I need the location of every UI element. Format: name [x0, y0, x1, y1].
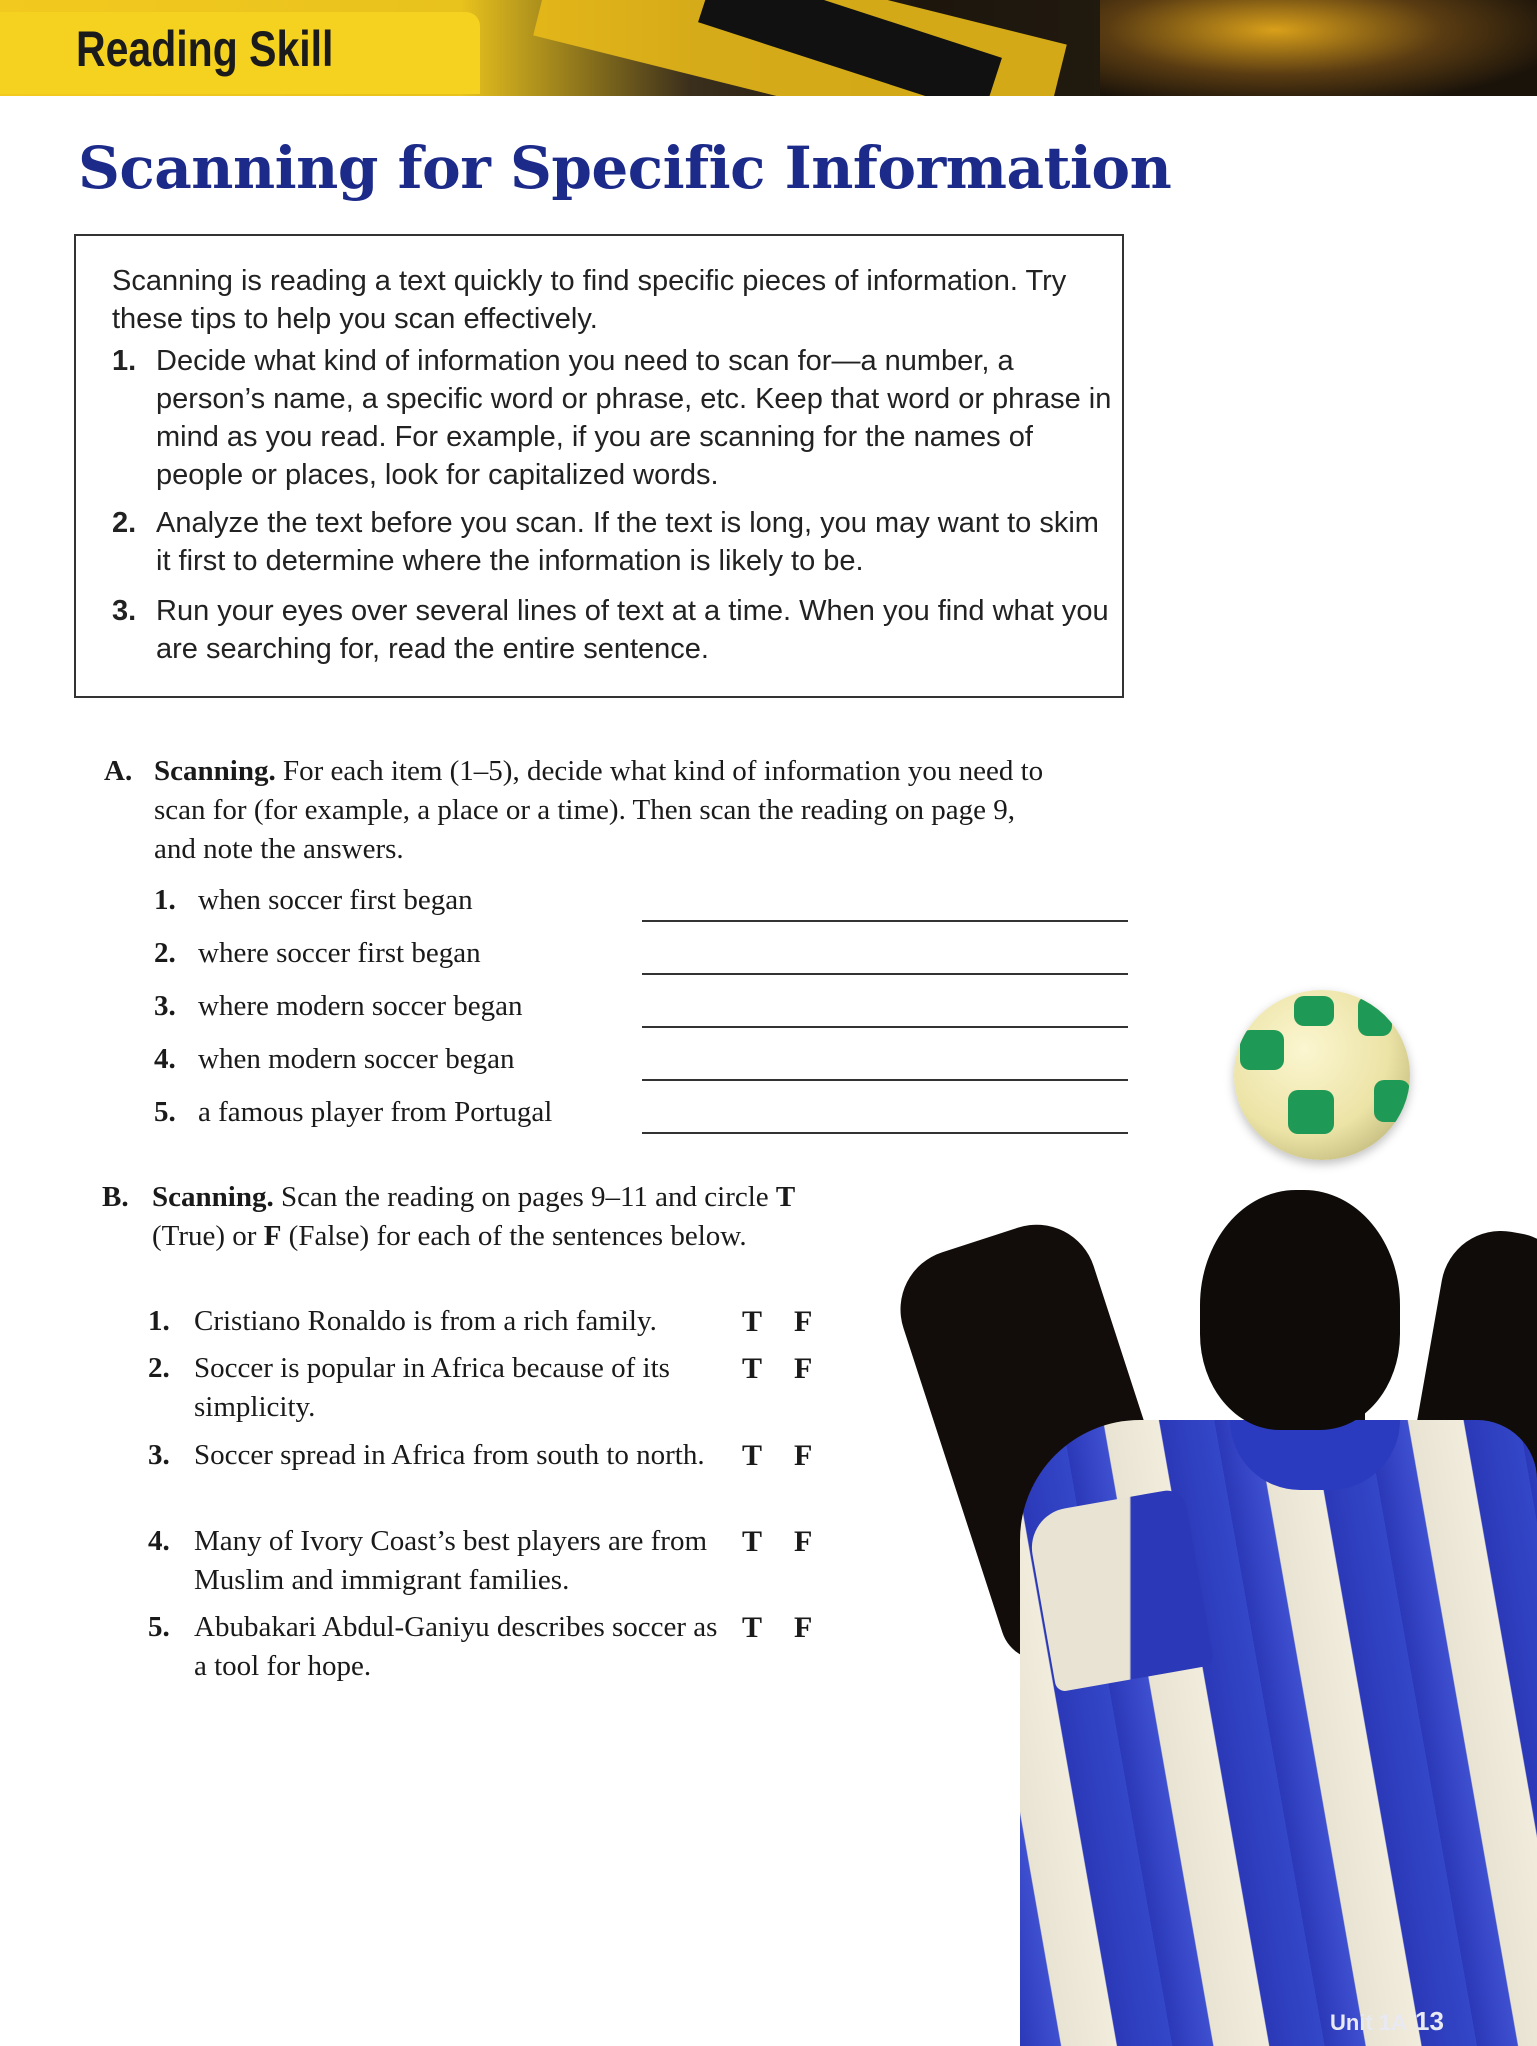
question-text: when soccer first began: [198, 884, 473, 916]
question-item: [154, 990, 1134, 1034]
statement-number: 4.: [148, 1525, 170, 1557]
section-heading: Reading Skill: [76, 21, 334, 77]
player-sleeve: [1026, 1487, 1215, 1692]
section-b-instructions-part: Scan the reading on pages 9–11 and circle: [280, 1181, 776, 1213]
question-text: where soccer first began: [198, 937, 481, 969]
ball-patch: [1374, 1080, 1410, 1122]
question-number: 5.: [154, 1096, 176, 1128]
question-number: 3.: [154, 990, 176, 1022]
ball-patch: [1294, 996, 1334, 1026]
question-item: [154, 1096, 1134, 1140]
section-a-letter: A.: [104, 755, 133, 787]
question-number: 2.: [154, 937, 176, 969]
section-a-instructions: For each item (1–5), decide what kind of information you need to scan for (for example, a place or a time). Then scan the reading on page 9, and note the answers.: [154, 755, 1044, 865]
section-b-instructions-part: (True) or: [152, 1220, 264, 1252]
false-option[interactable]: F: [794, 1611, 813, 1644]
statement-text: Soccer is popular in Africa because of its simplicity.: [194, 1352, 670, 1423]
question-item: [154, 1043, 1134, 1087]
top-banner: [0, 0, 1537, 96]
section-b-letter: B.: [102, 1181, 129, 1213]
tip-text: Analyze the text before you scan. If the text is long, you may want to skim it first to determine where the information is likely to be.: [156, 507, 1099, 577]
question-text: when modern soccer began: [198, 1043, 515, 1075]
tip-number: 1.: [112, 345, 137, 377]
section-b-instructions-part: (False) for each of the sentences below.: [281, 1220, 747, 1252]
question-item: [154, 884, 1134, 928]
ball-patch: [1288, 1090, 1334, 1134]
statement-text: Many of Ivory Coast’s best players are from Muslim and immigrant families.: [194, 1525, 708, 1596]
question-text: where modern soccer began: [198, 990, 523, 1022]
section-b-body: [152, 1178, 802, 1256]
answer-line[interactable]: [642, 920, 1128, 922]
page-title: Scanning for Specific Information: [78, 134, 1172, 202]
ball-patch: [1240, 1030, 1284, 1070]
banner-photo-detail: [1100, 0, 1537, 96]
answer-line[interactable]: [642, 1132, 1128, 1134]
section-a-label: Scanning.: [154, 755, 276, 787]
true-option[interactable]: T: [742, 1525, 763, 1558]
question-number: 4.: [154, 1043, 176, 1075]
tips-box: [74, 234, 1124, 698]
question-number: 1.: [154, 884, 176, 916]
section-b-instructions-part: F: [263, 1220, 282, 1252]
question-text: a famous player from Portugal: [198, 1096, 553, 1128]
answer-line[interactable]: [642, 1079, 1128, 1081]
unit-label: Unit 1A: [1330, 2010, 1407, 2035]
statement-number: 2.: [148, 1352, 170, 1384]
false-option[interactable]: F: [794, 1305, 813, 1338]
statement-number: 3.: [148, 1439, 170, 1471]
true-option[interactable]: T: [742, 1305, 763, 1338]
ball-patch: [1358, 996, 1392, 1036]
page-footer: [1330, 2006, 1444, 2037]
section-b-label: Scanning.: [152, 1181, 274, 1213]
answer-line[interactable]: [642, 1026, 1128, 1028]
question-item: [154, 937, 1134, 981]
section-b-instructions-part: T: [775, 1181, 796, 1213]
section-a-body: [154, 752, 1054, 869]
false-option[interactable]: F: [794, 1525, 813, 1558]
statement-number: 5.: [148, 1611, 170, 1643]
tip-number: 2.: [112, 507, 137, 539]
true-option[interactable]: T: [742, 1352, 763, 1385]
false-option[interactable]: F: [794, 1439, 813, 1472]
page-number: 13: [1415, 2006, 1444, 2036]
true-option[interactable]: T: [742, 1611, 763, 1644]
tip-text: Decide what kind of information you need to scan for—a number, a person’s name, a specific word or phrase, etc. Keep that word or phrase in mind as you read. For example, if you are scanning for the names of people or places, look for capitalized words.: [156, 345, 1112, 491]
false-option[interactable]: F: [794, 1352, 813, 1385]
soccer-ball: [1234, 990, 1410, 1160]
statement-text: Soccer spread in Africa from south to north.: [194, 1439, 705, 1471]
tip-text: Run your eyes over several lines of text at a time. When you find what you are searching for, read the entire sentence.: [156, 595, 1109, 665]
true-option[interactable]: T: [742, 1439, 763, 1472]
statement-number: 1.: [148, 1305, 170, 1337]
statement-text: Abubakari Abdul-Ganiyu describes soccer as a tool for hope.: [194, 1611, 718, 1682]
answer-line[interactable]: [642, 973, 1128, 975]
tip-number: 3.: [112, 595, 137, 627]
tips-intro: Scanning is reading a text quickly to find specific pieces of information. Try these tips to help you scan effectively.: [112, 265, 1067, 335]
statement-text: Cristiano Ronaldo is from a rich family.: [194, 1305, 657, 1337]
player-head: [1200, 1190, 1400, 1430]
